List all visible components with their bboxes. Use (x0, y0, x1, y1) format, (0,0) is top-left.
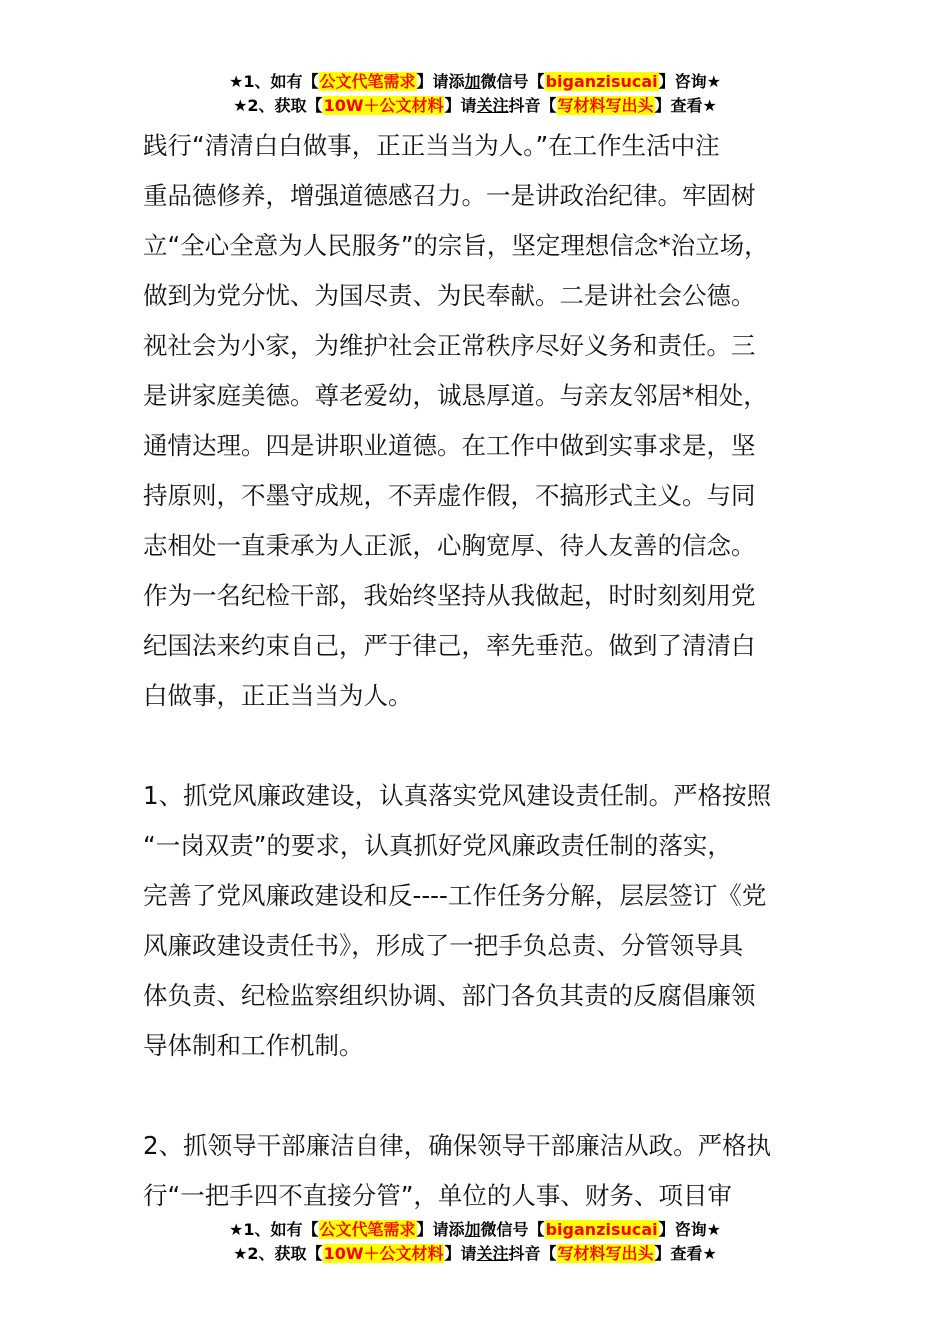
banner-text: 】查看★ (654, 96, 717, 115)
text-line: 通情达理。四是讲职业道德。在工作中做到实事求是，坚 (143, 431, 756, 460)
text-line: 完善了党风廉政建设和反----工作任务分解，层层签订《党 (143, 881, 767, 910)
banner-text: ★2、获取【 (233, 96, 323, 115)
banner-underline: 加 (464, 1220, 481, 1239)
banner-highlight: 10W＋公文材料 (323, 96, 444, 115)
banner-text: 】请添 (416, 72, 465, 91)
text-line: 持原则，不墨守成规，不弄虚作假，不搞形式主义。与同 (143, 481, 756, 510)
text-line: 作为一名纪检干部，我始终坚持从我做起，时时刻刻用党 (143, 581, 756, 610)
paragraph-gap (143, 1071, 843, 1121)
banner-text: 微信号【 (480, 1220, 545, 1239)
banner-text: 抖音【 (508, 96, 557, 115)
footer-banner (0, 1218, 950, 1266)
text-line: 体负责、纪检监察组织协调、部门各负其责的反腐倡廉领 (143, 981, 756, 1010)
text-line: 1、抓党风廉政建设，认真落实党风建设责任制。严格按照 (143, 781, 772, 810)
text-line: 导体制和工作机制。 (143, 1031, 364, 1060)
banner-highlight: 写材料写出头 (557, 1244, 654, 1263)
banner-text: 】咨询★ (658, 72, 721, 91)
banner-line-2 (0, 1242, 950, 1266)
banner-line-2 (0, 94, 950, 118)
banner-highlight: biganzisucai (545, 72, 658, 91)
text-line: 立“全心全意为人民服务”的宗旨，坚定理想信念*治立场， (143, 231, 769, 260)
document-body (143, 121, 843, 1221)
banner-text: 】咨询★ (658, 1220, 721, 1239)
banner-highlight: 10W＋公文材料 (323, 1244, 444, 1263)
banner-line-1 (0, 70, 950, 94)
banner-text: 抖音【 (508, 1244, 557, 1263)
text-line: 风廉政建设责任书》，形成了一把手负总责、分管领导具 (143, 931, 744, 960)
banner-highlight: 写材料写出头 (557, 96, 654, 115)
header-banner (0, 70, 950, 118)
text-line: 2、抓领导干部廉洁自律，确保领导干部廉洁从政。严格执 (143, 1131, 772, 1160)
text-line: “一岗双责”的要求，认真抓好党风廉政责任制的落实， (143, 831, 732, 860)
text-line: 视社会为小家，为维护社会正常秩序尽好义务和责任。三 (143, 331, 756, 360)
banner-highlight: 公文代笔需求 (319, 1220, 416, 1239)
text-line: 践行“清清白白做事，正正当当为人。”在工作生活中注 (143, 131, 720, 160)
banner-underline: 关注 (476, 1244, 509, 1263)
banner-text: 】请 (444, 96, 477, 115)
banner-highlight: biganzisucai (545, 1220, 658, 1239)
banner-text: ★1、如有【 (229, 1220, 319, 1239)
text-line: 做到为党分忧、为国尽责、为民奉献。二是讲社会公德。 (143, 281, 756, 310)
banner-highlight: 公文代笔需求 (319, 72, 416, 91)
banner-line-1 (0, 1218, 950, 1242)
text-line: 纪国法来约束自己，严于律己，率先垂范。做到了清清白 (143, 631, 756, 660)
text-line: 重品德修养，增强道德感召力。一是讲政治纪律。牢固树 (143, 181, 756, 210)
paragraph-gap (143, 721, 843, 771)
text-line: 白做事，正正当当为人。 (143, 681, 413, 710)
banner-text: 】查看★ (654, 1244, 717, 1263)
text-line: 是讲家庭美德。尊老爱幼，诚恳厚道。与亲友邻居*相处， (143, 381, 768, 410)
banner-text: 】请添 (416, 1220, 465, 1239)
banner-text: ★1、如有【 (229, 72, 319, 91)
text-line: 志相处一直秉承为人正派，心胸宽厚、待人友善的信念。 (143, 531, 756, 560)
banner-underline: 关注 (476, 96, 509, 115)
banner-text: ★2、获取【 (233, 1244, 323, 1263)
banner-underline: 加 (464, 72, 481, 91)
text-line: 行“一把手四不直接分管”，单位的人事、财务、项目审 (143, 1181, 732, 1210)
banner-text: 微信号【 (480, 72, 545, 91)
banner-text: 】请 (444, 1244, 477, 1263)
